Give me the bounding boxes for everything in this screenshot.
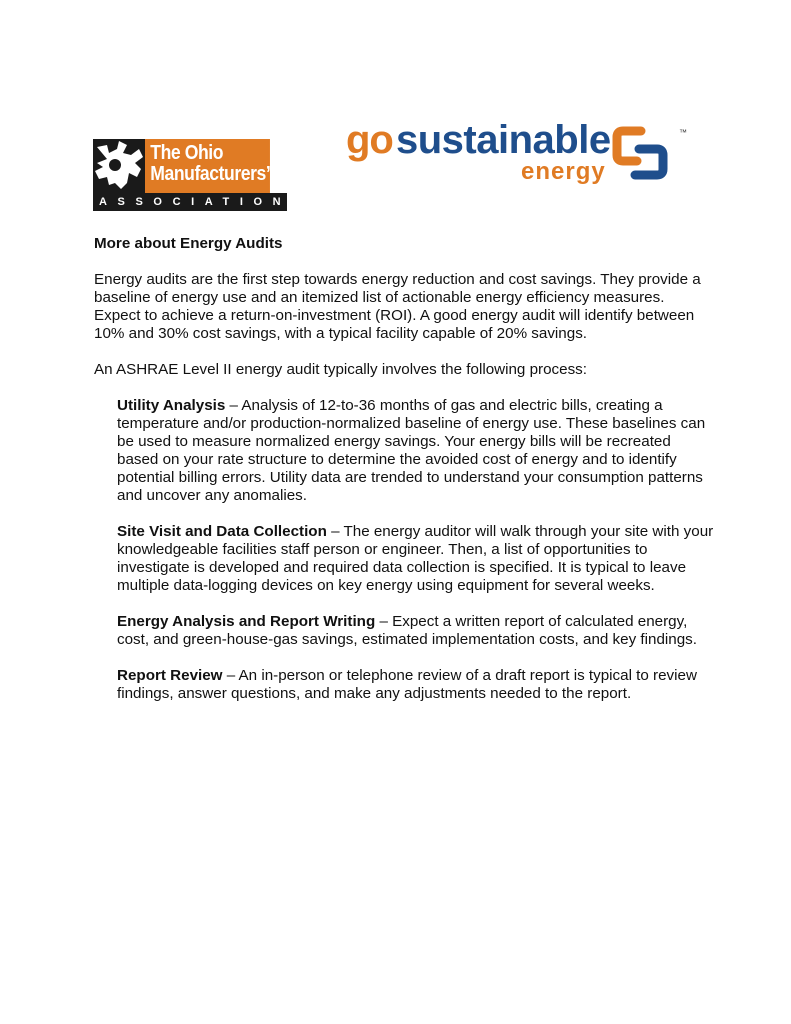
oma-association: ASSOCIATION [93,193,287,211]
oma-line-2: Manufacturers’ [150,163,271,185]
gs-go: go [346,118,393,162]
step-heading: Energy Analysis and Report Writing [117,613,376,630]
step-text: – The energy auditor will walk through your site with your knowledgeable facilities staff person or engineer. Then, a list of opportunities to investigate is developed and required data collection is specified. It is typical to leave multiple data-logging devices on key energy using equipment for several weeks. [117,523,714,594]
process-intro: An ASHRAE Level II energy audit typically involves the following process: [94,361,587,378]
gs-sustainable: sustainable [396,118,611,162]
intro-paragraph: Energy audits are the first step towards energy reduction and cost savings. They provide a baseline of energy use and an itemized list of actionable energy efficiency measures. Expect to achieve a return-on-investment (ROI). A good energy audit will identify between 10% and 30% cost savings, with a typical facility capable of 20% savings. [94,271,701,342]
step-site-visit [117,523,714,595]
ohio-manufacturers-association-logo [93,139,292,211]
chain-link-icon [611,123,683,181]
gs-energy: energy [521,158,606,185]
gear-icon [93,139,145,193]
step-report-review [117,667,714,703]
page-title: More about Energy Audits [94,235,283,252]
step-text: – Expect a written report of calculated energy, cost, and green-house-gas savings, estimated implementation costs, and key findings. [117,613,697,648]
step-heading: Site Visit and Data Collection [117,523,327,540]
step-heading: Report Review [117,667,223,684]
step-utility-analysis [117,397,714,505]
go-sustainable-energy-logo [346,118,696,190]
step-energy-analysis [117,613,714,649]
process-steps [94,397,714,703]
oma-line-1: The Ohio [150,142,224,164]
step-text: – Analysis of 12-to-36 months of gas and electric bills, creating a temperature and/or production-normalized baseline of energy use. These baselines can be used to measure normalized energy savings. Your energy bills will be recreated based on your rate structure to determine the avoided cost of energy and to identify potential billing errors. Utility data are trended to understand your consumption patterns and uncover any anomalies. [117,397,706,504]
step-heading: Utility Analysis [117,397,226,414]
document-body [94,235,714,721]
step-text: – An in-person or telephone review of a draft report is typical to review findings, answer questions, and make any adjustments needed to the report. [117,667,697,702]
trademark: ™ [679,128,687,137]
